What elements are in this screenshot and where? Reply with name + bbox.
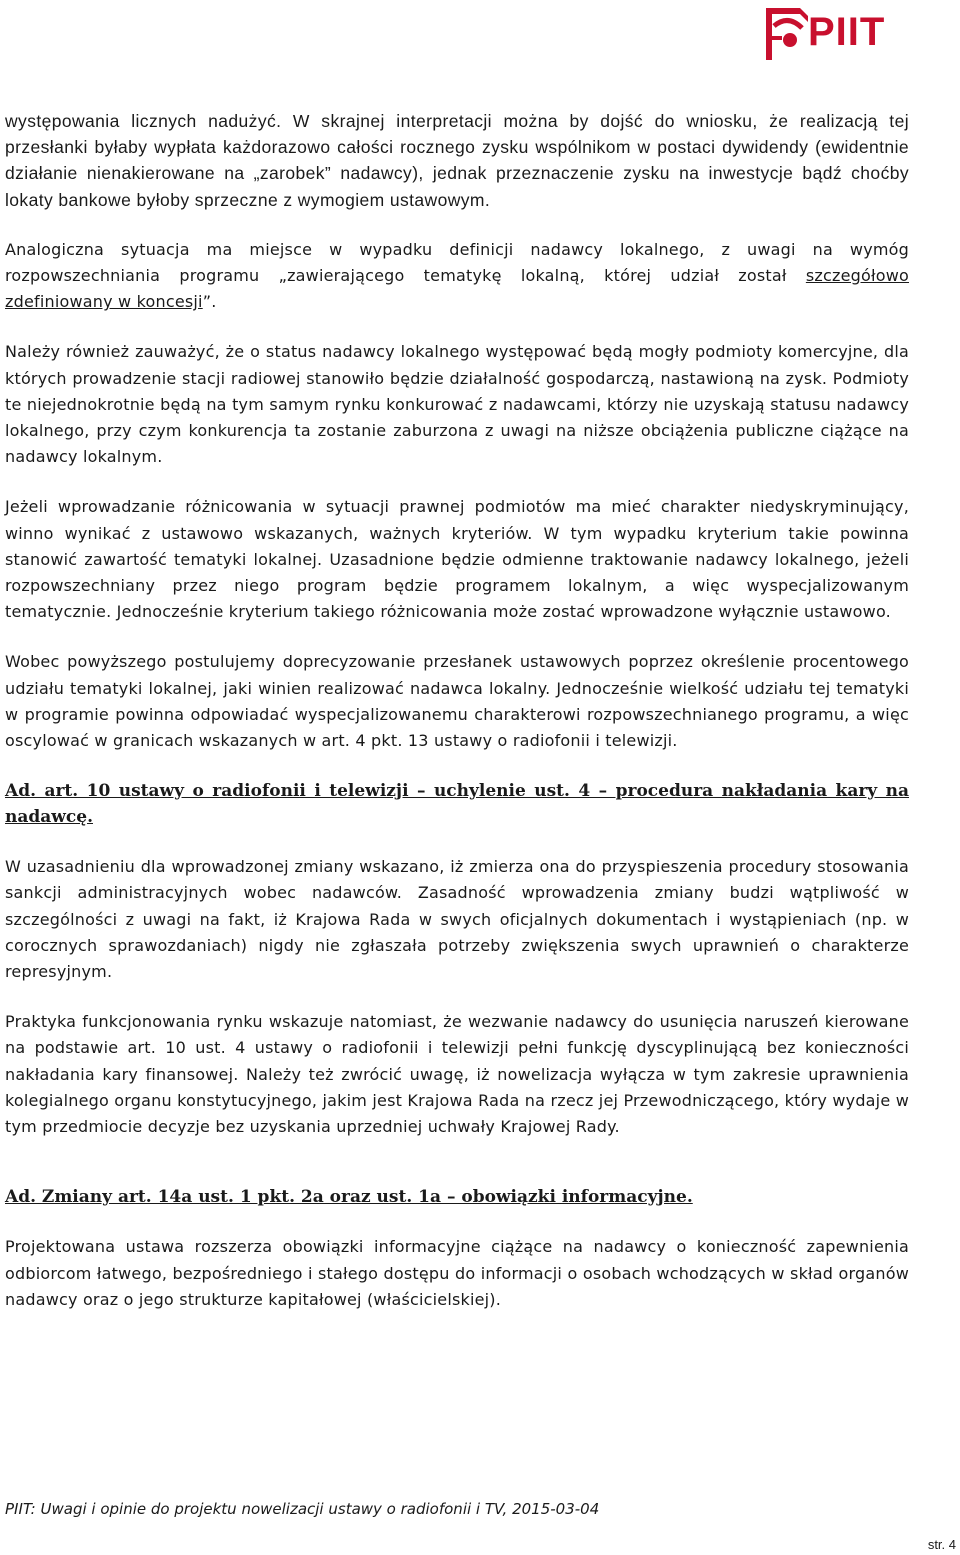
paragraph-2-text-a: Analogiczna sytuacja ma miejsce w wypadku definicji nadawcy lokalnego, z uwagi na wymóg rozpowszechniania programu „zawierającego tematykę lokalną, której udział został — [5, 239, 909, 286]
section-heading-art-10: Ad. art. 10 ustawy o radiofonii i telewizji – uchylenie ust. 4 – procedura nakładania kary na nadawcę. — [5, 781, 909, 828]
paragraph-4: Jeżeli wprowadzanie różnicowania w sytuacji prawnej podmiotów ma mieć charakter niedyskryminujący, winno wynikać z ustawowo wskazanych, ważnych kryteriów. W tym wypadku kryterium takie powinna stanowić zawartość tematyki lokalnej. Uzasadnione będzie odmienne traktowanie nadawcy lokalnego, jeżeli rozpowszechniany przez niego program będzie programem lokalnym, a więc wyspecjalizowanym tematycznie. Jednocześnie kryterium takiego różnicowania może zostać wprowadzone wyłącznie ustawowo. — [5, 497, 909, 622]
logo-text: PIIT — [808, 10, 886, 54]
spacer — [5, 1162, 909, 1184]
paragraph-2-underlined: szczegółowo zdefiniowany w koncesji — [5, 266, 909, 312]
paragraph-5: Wobec powyższego postulujemy doprecyzowanie przesłanek ustawowych poprzez określenie procentowego udziału tematyki lokalnej, jaki winien realizować nadawca lokalny. Jednocześnie wielkość udziału tej tematyki w programie powinna odpowiadać wyspecjalizowanemu charakterowi rozpowszechnianego programu, a więc oscylować w granicach wskazanych w art. 4 pkt. 13 ustawy o radiofonii i telewizji. — [5, 652, 909, 751]
piit-emblem-icon — [764, 6, 810, 62]
paragraph-8: Projektowana ustawa rozszerza obowiązki informacyjne ciążące na nadawcy o konieczność zapewnienia odbiorcom łatwego, bezpośredniego i stałego dostępu do informacji o osobach wchodzących w skład organów nadawcy oraz o jego strukturze kapitałowej (właścicielskiej). — [5, 1237, 909, 1309]
page-footer: PIIT: Uwagi i opinie do projektu nowelizacji ustawy o radiofonii i TV, 2015-03-04 — [5, 1500, 600, 1518]
paragraph-7: Praktyka funkcjonowania rynku wskazuje natomiast, że wezwanie nadawcy do usunięcia naruszeń kierowane na podstawie art. 10 ust. 4 ustawy o radiofonii i telewizji pełni funkcję dyscyplinującą bez konieczności nakładania kary finansowej. Należy też zwrócić uwagę, iż nowelizacja wyłącza w tym zakresie uprawnienia kolegialnego organu konstytucyjnego, jakim jest Krajowa Rada na rzecz jej Przewodniczącego, który wydaje w tym przedmiocie decyzje bez uzyskania uprzedniej uchwały Krajowej Rady. — [5, 1012, 909, 1137]
paragraph-1: występowania licznych nadużyć. W skrajnej interpretacji można by dojść do wniosku, że realizacją tej przesłanki byłaby wypłata każdorazowo całości rocznego zysku wspólnikom w postaci dywidendy (ewidentnie działanie nienakierowane na „zarobek” nadawcy), jednak przeznaczenie zysku na inwestycje bądź choćby lokaty bankowe byłoby sprzeczne z wymogiem ustawowym. — [5, 111, 909, 210]
paragraph-3: Należy również zauważyć, że o status nadawcy lokalnego występować będą mogły podmioty komercyjne, dla których prowadzenie stacji radiowej stanowiło będzie działalność gospodarczą, nastawioną na zysk. Podmioty te niejednokrotnie będą na tym samym rynku konkurować z nadawcami, którzy nie uzyskają statusu nadawcy lokalnego, przy czym konkurencja ta zostanie zaburzona z uwagi na niższe obciążenia publiczne ciążące na nadawcy lokalnym. — [5, 342, 909, 467]
section-heading-art-14a: Ad. Zmiany art. 14a ust. 1 pkt. 2a oraz ust. 1a – obowiązki informacyjne. — [5, 1187, 693, 1208]
document-body — [5, 108, 909, 1337]
paragraph-2-text-b: ”. — [202, 292, 217, 312]
paragraph-6: W uzasadnieniu dla wprowadzonej zmiany wskazano, iż zmierza ona do przyspieszenia procedury stosowania sankcji administracyjnych wobec nadawców. Zasadność wprowadzenia zmiany budzi wątpliwość w szczególności z uwagi na fakt, iż Krajowa Rada w swych oficjalnych dokumentach i wystąpieniach (np. w corocznych sprawozdaniach) nigdy nie zgłaszała potrzeby zwiększenia swych uprawnień o charakterze represyjnym. — [5, 857, 909, 982]
page-number: str. 4 — [927, 1537, 956, 1552]
paragraph-2 — [5, 237, 909, 316]
piit-logo — [764, 6, 910, 62]
